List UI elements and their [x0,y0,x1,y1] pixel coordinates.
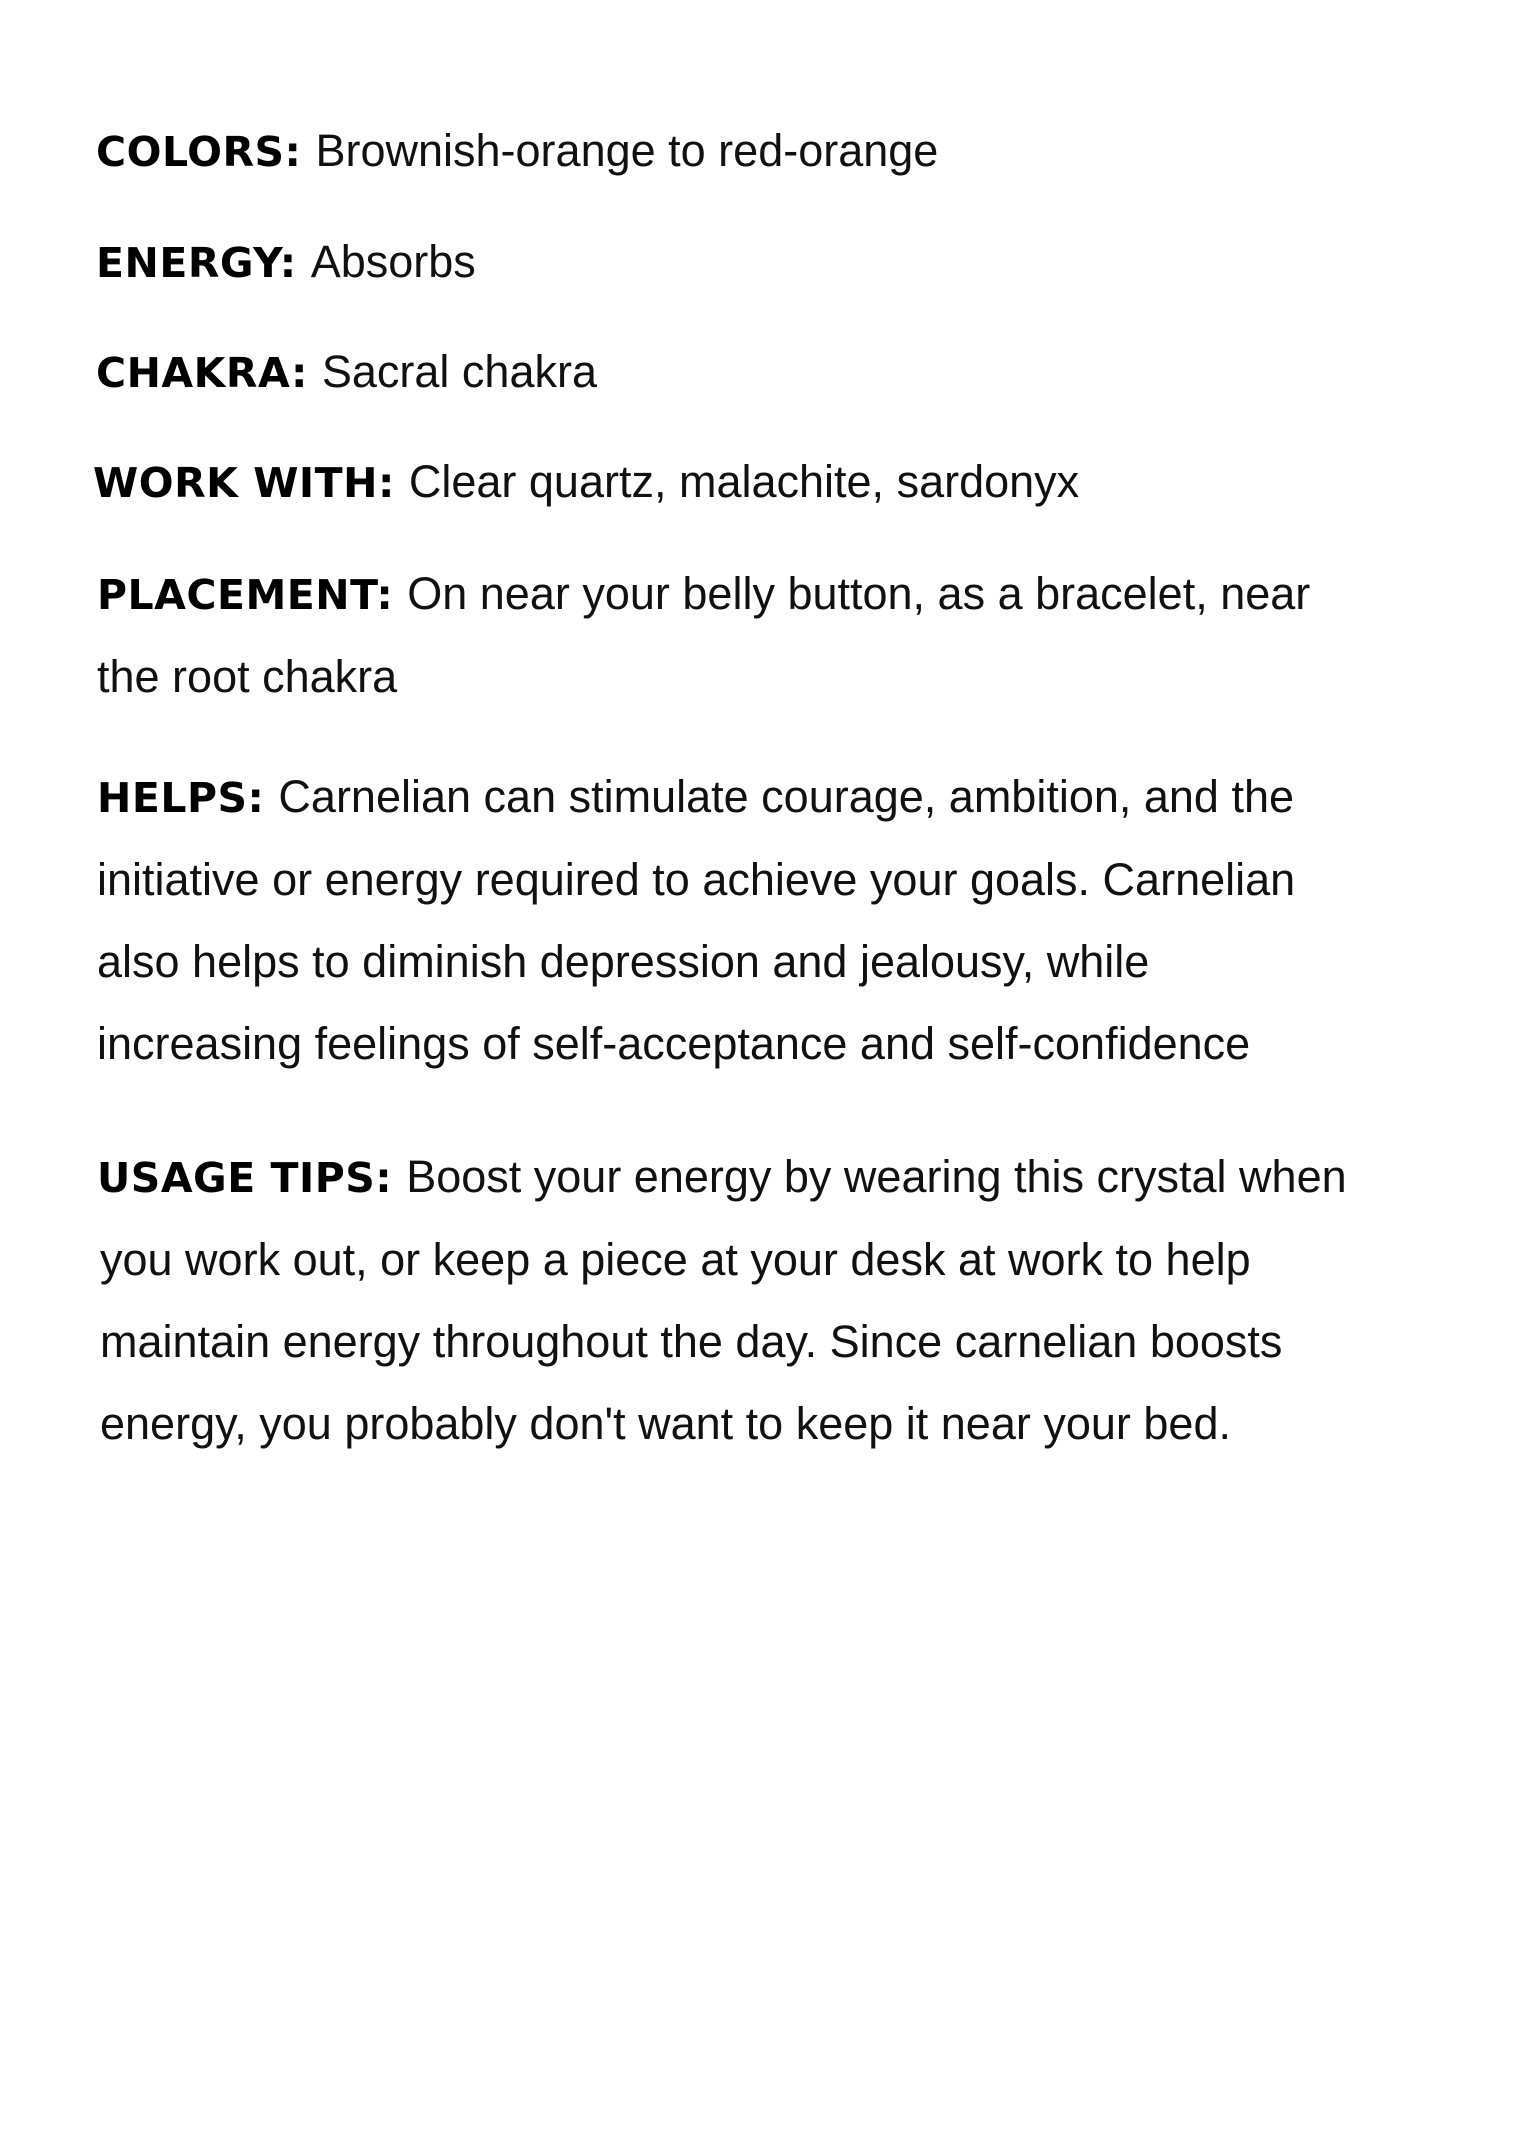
placement-text-line-1: On near your belly button, as a bracelet, near [407,568,1311,619]
helps-text-line-3: also helps to diminish depression and jealousy, while [97,936,1150,987]
colors-label: COLORS: [96,128,302,176]
energy-value: Absorbs [310,236,476,287]
usage-tips-text-line-4: energy, you probably don't want to keep it near your bed. [100,1398,1231,1449]
usage-tips-text-line-3: maintain energy throughout the day. Since carnelian boosts [100,1316,1283,1367]
colors-entry [96,110,938,193]
chakra-value: Sacral chakra [321,346,597,397]
usage-tips-text-line-1: Boost your energy by wearing this crystal when [406,1151,1347,1202]
helps-entry [97,756,1295,1085]
helps-text-line-1: Carnelian can stimulate courage, ambition, and the [278,771,1295,822]
usage-tips-line [97,1136,1347,1219]
helps-text-line-2: initiative or energy required to achieve your goals. Carnelian [97,854,1296,905]
work-with-entry [93,441,1079,524]
energy-label: ENERGY: [96,239,297,287]
colors-value: Brownish-orange to red-orange [315,125,939,176]
usage-tips-label: USAGE TIPS: [97,1154,393,1202]
work-with-value: Clear quartz, malachite, sardonyx [408,456,1080,507]
helps-line [97,756,1295,839]
chakra-label: CHAKRA: [96,349,308,397]
usage-tips-entry [97,1136,1347,1465]
energy-entry [96,221,476,304]
placement-line [97,553,1310,636]
helps-text-line-4: increasing feelings of self-acceptance and self-confidence [97,1018,1251,1069]
chakra-entry [96,331,597,414]
placement-entry [97,553,1310,718]
work-with-label: WORK WITH: [93,459,395,507]
helps-label: HELPS: [97,774,265,822]
usage-tips-text-line-2: you work out, or keep a piece at your desk at work to help [100,1234,1251,1285]
placement-text-line-2: the root chakra [97,651,398,702]
placement-label: PLACEMENT: [97,571,394,619]
